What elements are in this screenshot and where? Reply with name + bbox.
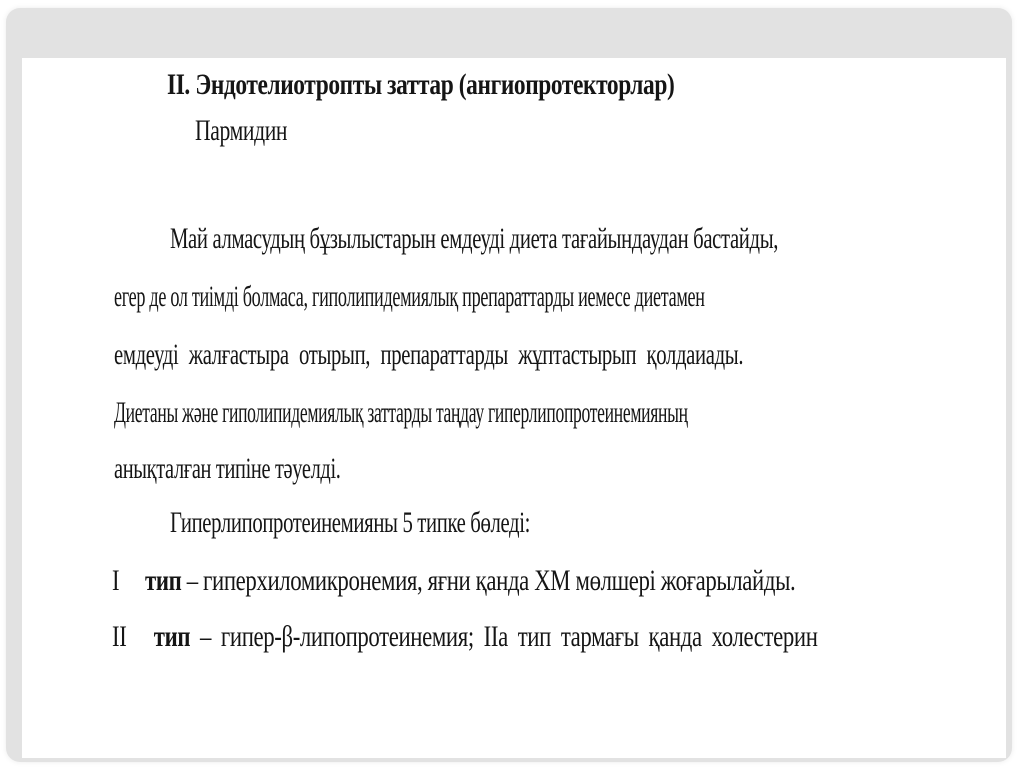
paragraph-line: емдеуді жалғастыра отырып, препараттарды жұптастырып қолдаиады. xyxy=(114,338,744,371)
document-heading: II. Эндотелиотропты заттар (ангиопротекторлар) xyxy=(167,68,675,101)
type-line xyxy=(112,564,795,598)
paragraph-line: егер де ол тиімді болмаса, гиполипидемиялық препараттарды иемесе диетамен xyxy=(114,280,705,313)
type-numeral: II xyxy=(112,620,127,653)
type-line xyxy=(112,620,818,654)
document-body xyxy=(22,58,1006,758)
type-label: тип xyxy=(145,564,182,597)
type-label: тип xyxy=(153,620,191,653)
document-page xyxy=(22,58,1006,758)
paragraph-line: Май алмасудың бұзылыстарын емдеуді диета тағайындаудан бастайды, xyxy=(170,222,779,255)
type-numeral: I xyxy=(112,564,120,597)
paragraph-line: анықталған типіне тәуелді. xyxy=(114,452,341,485)
type-description: – гипер-β-липопротеинемия; IIa тип тармағы қанда холестерин xyxy=(190,620,818,653)
paragraph-line: Диетаны және гиполипидемиялық заттарды таңдау гиперлипопротеинемияның xyxy=(114,396,688,429)
paragraph-line: Гиперлипопротеинемияны 5 типке бөледі: xyxy=(170,506,531,539)
type-description: – гиперхиломикронемия, яғни қанда ХМ мөлшері жоғарылайды. xyxy=(181,564,796,597)
document-subheading: Пармидин xyxy=(195,114,288,147)
